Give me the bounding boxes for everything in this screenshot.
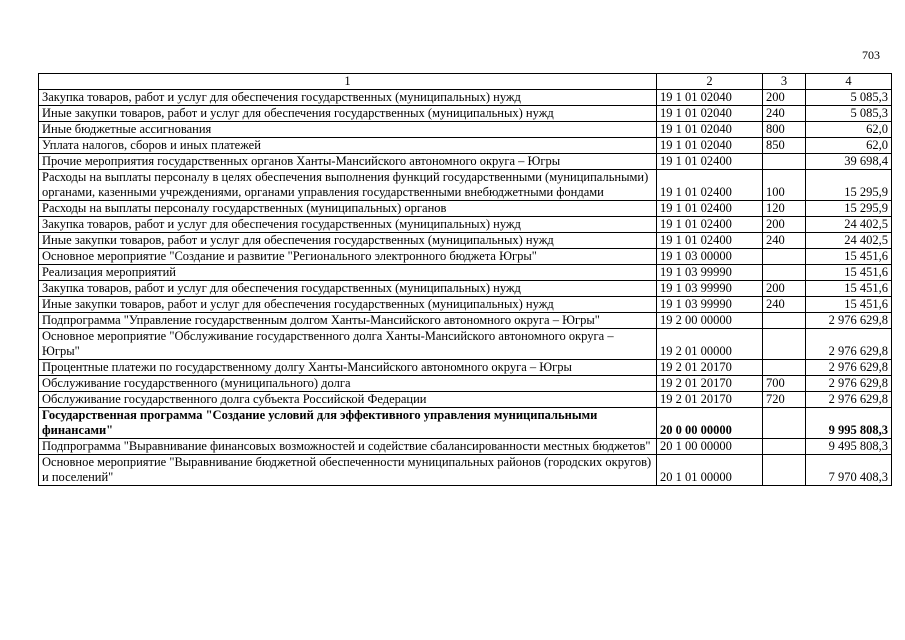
target-article-code: 19 2 01 00000: [657, 329, 763, 360]
table-row: [39, 265, 892, 281]
expense-type-code: 120: [763, 201, 806, 217]
row-name: Уплата налогов, сборов и иных платежей: [39, 138, 657, 154]
table-row: [39, 138, 892, 154]
target-article-code: 19 1 01 02040: [657, 90, 763, 106]
table-row: [39, 376, 892, 392]
row-name: Закупка товаров, работ и услуг для обеспечения государственных (муниципальных) нужд: [39, 217, 657, 233]
target-article-code: 19 1 01 02040: [657, 138, 763, 154]
row-name: Иные закупки товаров, работ и услуг для обеспечения государственных (муниципальных) нужд: [39, 233, 657, 249]
expense-type-code: 200: [763, 90, 806, 106]
expense-type-code: 240: [763, 106, 806, 122]
page-number: 703: [862, 48, 880, 62]
table-row: [39, 439, 892, 455]
row-amount: 15 295,9: [806, 170, 892, 201]
expense-type-code: [763, 329, 806, 360]
table-row: [39, 90, 892, 106]
row-name: Основное мероприятие "Выравнивание бюджетной обеспеченности муниципальных районов (городских округов) и поселений": [39, 455, 657, 486]
table-row: [39, 408, 892, 439]
table-row: [39, 360, 892, 376]
row-amount: 15 451,6: [806, 281, 892, 297]
row-name: Закупка товаров, работ и услуг для обеспечения государственных (муниципальных) нужд: [39, 281, 657, 297]
row-amount: 24 402,5: [806, 217, 892, 233]
target-article-code: 20 1 00 00000: [657, 439, 763, 455]
expense-type-code: [763, 455, 806, 486]
expense-type-code: [763, 249, 806, 265]
expense-type-code: 240: [763, 233, 806, 249]
expense-type-code: 800: [763, 122, 806, 138]
expense-type-code: [763, 265, 806, 281]
row-name: Основное мероприятие "Обслуживание государственного долга Ханты-Мансийского автономного округа – Югры": [39, 329, 657, 360]
row-amount: 2 976 629,8: [806, 313, 892, 329]
target-article-code: 19 1 03 99990: [657, 297, 763, 313]
row-name: Подпрограмма "Выравнивание финансовых возможностей и содействие сбалансированности местных бюджетов": [39, 439, 657, 455]
expense-type-code: 200: [763, 281, 806, 297]
table-row: [39, 392, 892, 408]
row-amount: 62,0: [806, 138, 892, 154]
row-amount: 15 451,6: [806, 297, 892, 313]
expense-type-code: 850: [763, 138, 806, 154]
target-article-code: 19 1 01 02400: [657, 201, 763, 217]
row-amount: 15 295,9: [806, 201, 892, 217]
table-row: [39, 154, 892, 170]
expense-type-code: [763, 360, 806, 376]
table-row: [39, 106, 892, 122]
column-header: 2: [657, 74, 763, 90]
row-amount: 15 451,6: [806, 265, 892, 281]
row-amount: 24 402,5: [806, 233, 892, 249]
table-row: [39, 122, 892, 138]
target-article-code: 19 1 01 02400: [657, 233, 763, 249]
table-row: [39, 329, 892, 360]
target-article-code: 19 1 01 02400: [657, 217, 763, 233]
row-amount: 62,0: [806, 122, 892, 138]
budget-table: [38, 73, 892, 486]
expense-type-code: [763, 154, 806, 170]
row-name: Иные закупки товаров, работ и услуг для обеспечения государственных (муниципальных) нужд: [39, 297, 657, 313]
target-article-code: 19 1 01 02040: [657, 122, 763, 138]
target-article-code: 19 1 03 99990: [657, 265, 763, 281]
row-name: Расходы на выплаты персоналу государственных (муниципальных) органов: [39, 201, 657, 217]
target-article-code: 19 2 01 20170: [657, 392, 763, 408]
row-amount: 2 976 629,8: [806, 376, 892, 392]
target-article-code: 19 1 01 02400: [657, 170, 763, 201]
table-row: [39, 201, 892, 217]
row-name: Иные закупки товаров, работ и услуг для обеспечения государственных (муниципальных) нужд: [39, 106, 657, 122]
table-row: [39, 313, 892, 329]
row-name: Основное мероприятие "Создание и развитие "Регионального электронного бюджета Югры": [39, 249, 657, 265]
expense-type-code: [763, 439, 806, 455]
expense-type-code: 720: [763, 392, 806, 408]
row-name: Обслуживание государственного долга субъекта Российской Федерации: [39, 392, 657, 408]
column-header: 4: [806, 74, 892, 90]
row-amount: 2 976 629,8: [806, 392, 892, 408]
row-amount: 39 698,4: [806, 154, 892, 170]
table-row: [39, 170, 892, 201]
expense-type-code: 200: [763, 217, 806, 233]
target-article-code: 19 1 03 99990: [657, 281, 763, 297]
table-header-row: [39, 74, 892, 90]
target-article-code: 19 2 01 20170: [657, 360, 763, 376]
table-row: [39, 233, 892, 249]
table-row: [39, 249, 892, 265]
row-name: Подпрограмма "Управление государственным долгом Ханты-Мансийского автономного округа – Югры": [39, 313, 657, 329]
target-article-code: 19 1 03 00000: [657, 249, 763, 265]
row-amount: 9 495 808,3: [806, 439, 892, 455]
row-amount: 9 995 808,3: [806, 408, 892, 439]
table-row: [39, 297, 892, 313]
target-article-code: 19 1 01 02040: [657, 106, 763, 122]
row-amount: 15 451,6: [806, 249, 892, 265]
table-row: [39, 455, 892, 486]
row-name: Государственная программа "Создание условий для эффективного управления муниципальными финансами": [39, 408, 657, 439]
target-article-code: 19 2 00 00000: [657, 313, 763, 329]
row-amount: 7 970 408,3: [806, 455, 892, 486]
row-amount: 2 976 629,8: [806, 360, 892, 376]
expense-type-code: 700: [763, 376, 806, 392]
row-name: Прочие мероприятия государственных органов Ханты-Мансийского автономного округа – Югры: [39, 154, 657, 170]
target-article-code: 20 0 00 00000: [657, 408, 763, 439]
expense-type-code: 100: [763, 170, 806, 201]
row-amount: 5 085,3: [806, 106, 892, 122]
row-name: Иные бюджетные ассигнования: [39, 122, 657, 138]
column-header: 3: [763, 74, 806, 90]
target-article-code: 19 2 01 20170: [657, 376, 763, 392]
row-name: Расходы на выплаты персоналу в целях обеспечения выполнения функций государственными (муниципальными) органами, казенными учреждениями, органами управления государственными внебюджетными фондами: [39, 170, 657, 201]
row-name: Закупка товаров, работ и услуг для обеспечения государственных (муниципальных) нужд: [39, 90, 657, 106]
row-name: Обслуживание государственного (муниципального) долга: [39, 376, 657, 392]
row-name: Процентные платежи по государственному долгу Ханты-Мансийского автономного округа – Югры: [39, 360, 657, 376]
target-article-code: 20 1 01 00000: [657, 455, 763, 486]
row-amount: 2 976 629,8: [806, 329, 892, 360]
row-amount: 5 085,3: [806, 90, 892, 106]
expense-type-code: [763, 408, 806, 439]
column-header: 1: [39, 74, 657, 90]
table-row: [39, 281, 892, 297]
expense-type-code: 240: [763, 297, 806, 313]
table-row: [39, 217, 892, 233]
target-article-code: 19 1 01 02400: [657, 154, 763, 170]
expense-type-code: [763, 313, 806, 329]
row-name: Реализация мероприятий: [39, 265, 657, 281]
